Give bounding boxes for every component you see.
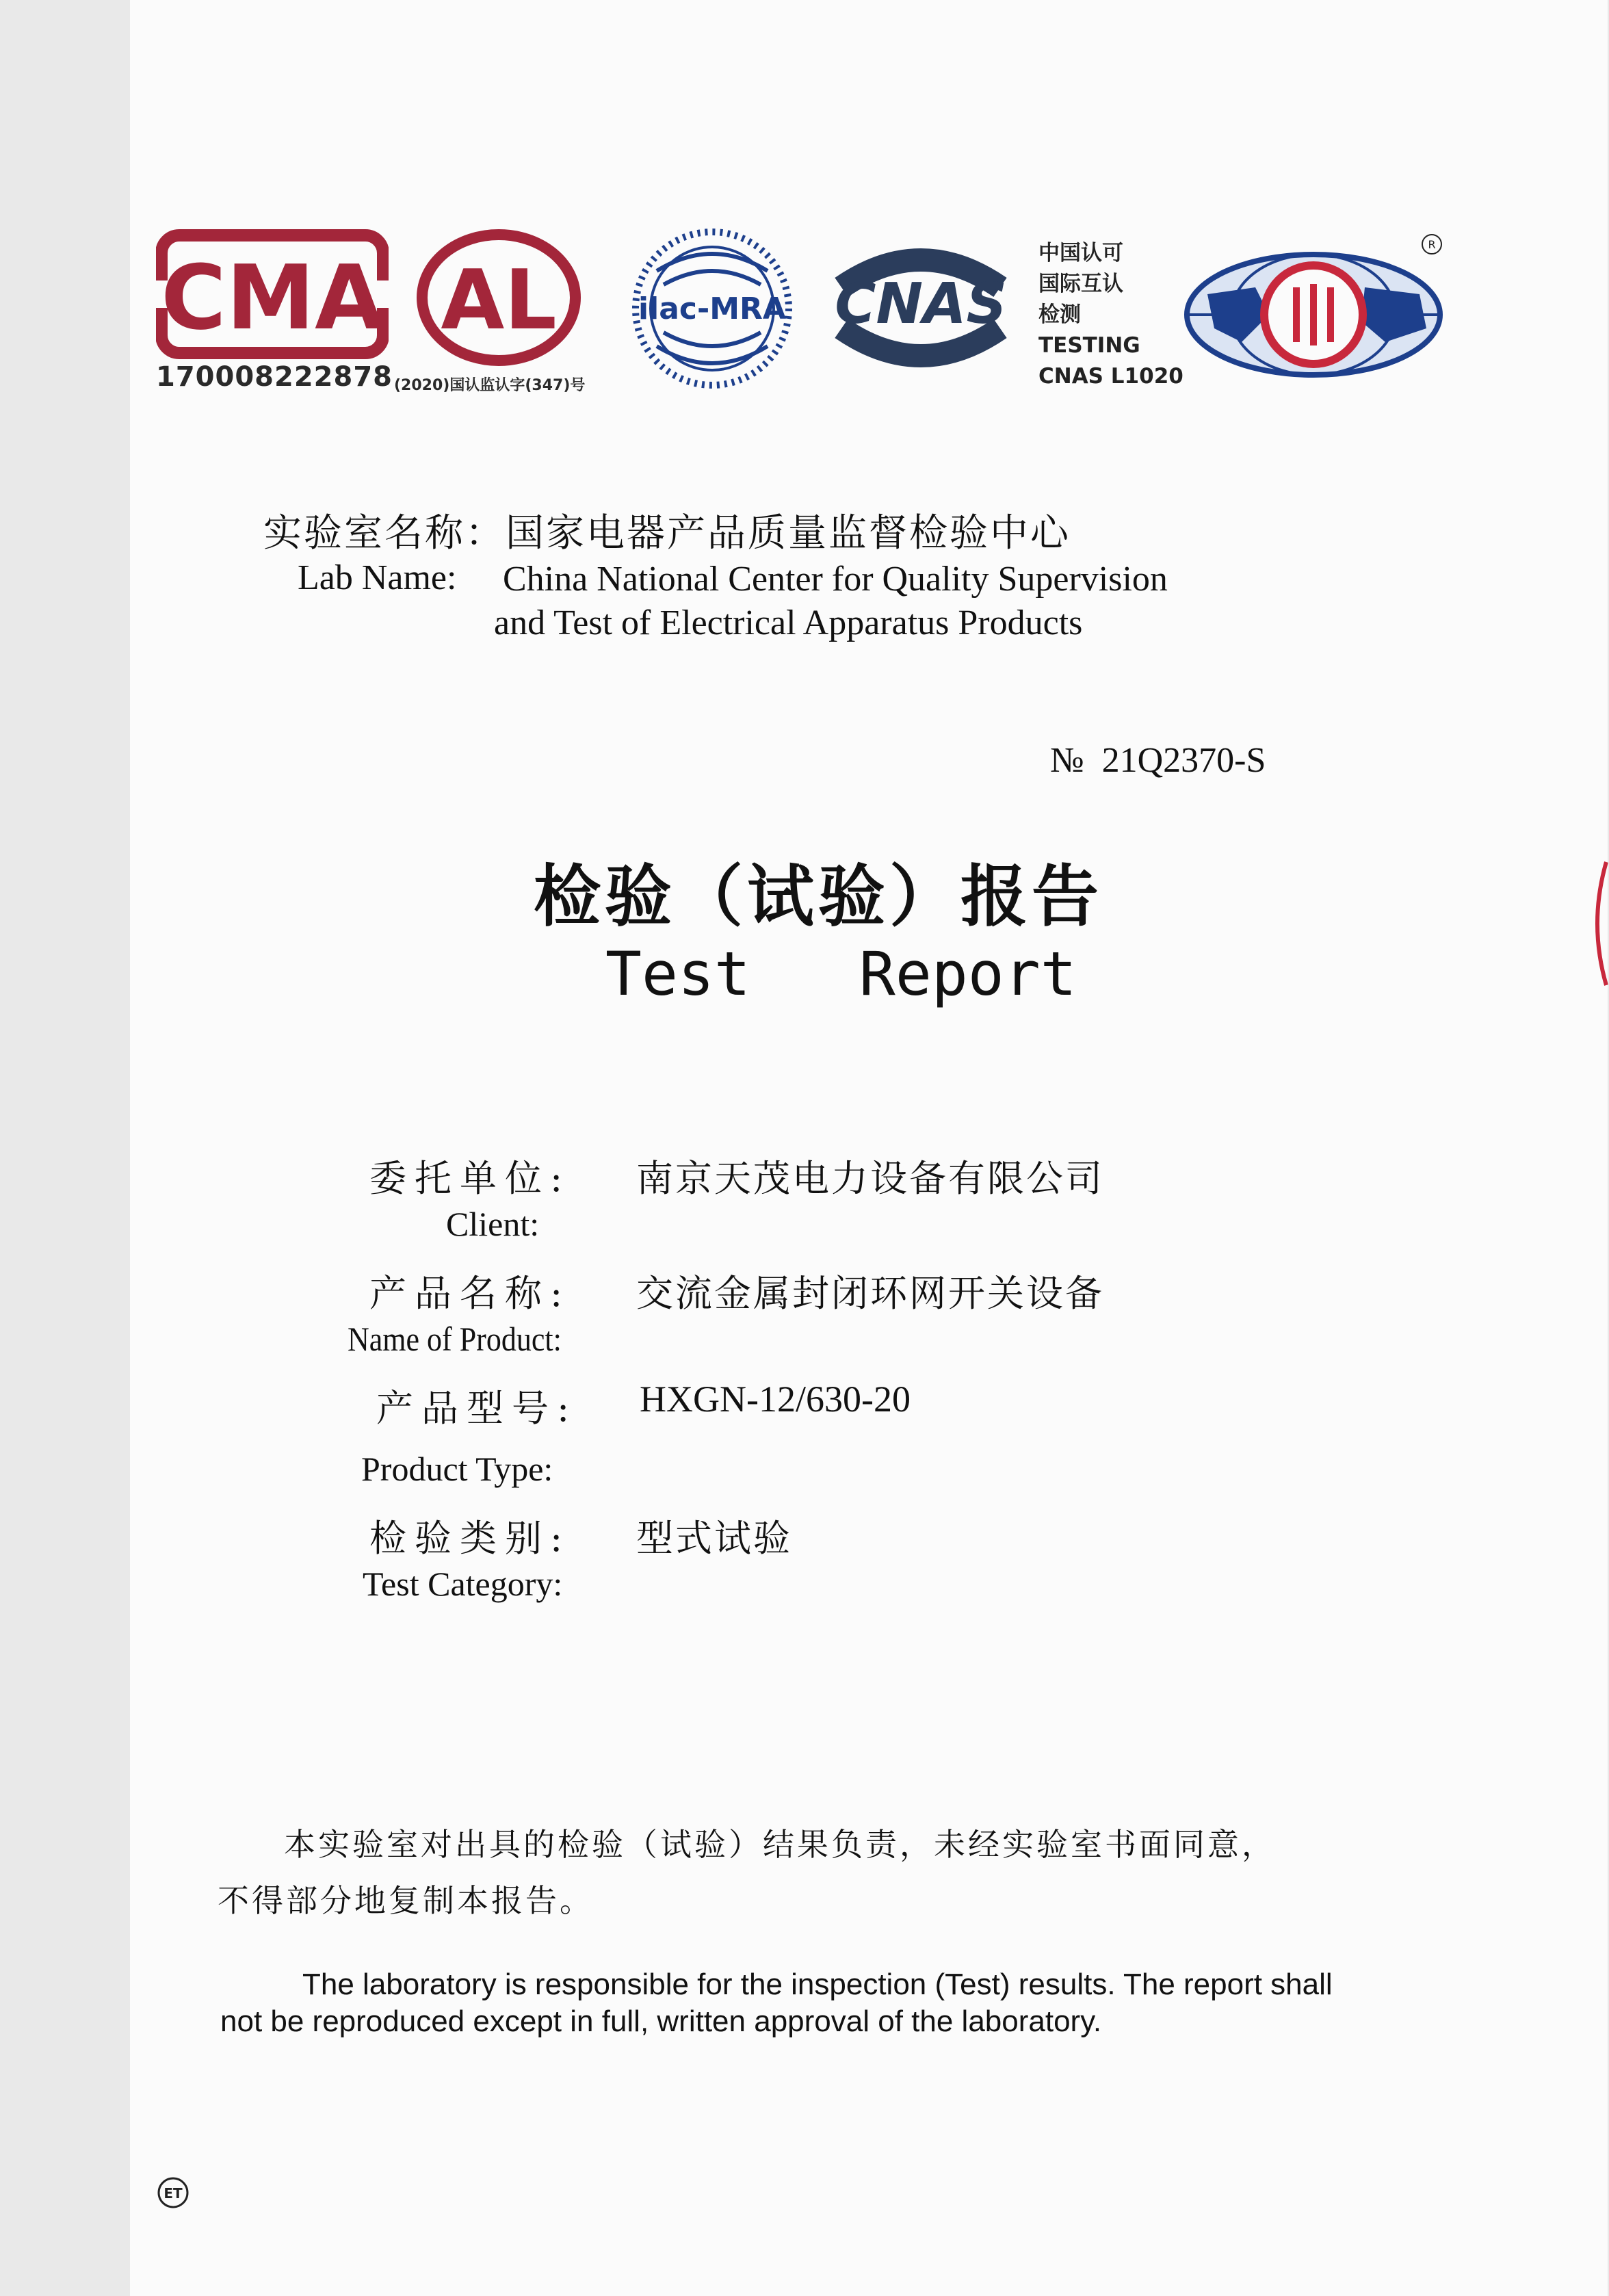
product-type-value: HXGN-12/630-20 — [640, 1379, 911, 1420]
report-number: № 21Q2370-S — [1050, 741, 1266, 780]
client-label-en: Client: — [446, 1205, 540, 1243]
report-title-cn: 检验（试验）报告 — [534, 858, 1103, 936]
ilac-mra-logo — [629, 223, 795, 394]
svg-text:AL: AL — [441, 253, 557, 348]
product-type-label-en: Product Type: — [361, 1450, 553, 1488]
product-name-label-cn: 产品名称: — [369, 1272, 571, 1315]
test-category-value: 型式试验 — [636, 1517, 792, 1560]
test-category-label-en: Test Category: — [363, 1565, 563, 1603]
cal-logo — [413, 226, 584, 369]
cnas-line: CNAS L1020 — [1038, 364, 1183, 389]
client-label-cn: 委托单位: — [369, 1157, 571, 1200]
lab-name-en — [494, 558, 1168, 645]
registered-mark-icon — [1420, 233, 1443, 256]
cma-logo — [156, 226, 389, 363]
ilac-logo-text: ilac-MRA — [638, 291, 786, 326]
seal-edge-mark — [1586, 855, 1609, 992]
et-mark-icon — [156, 2176, 190, 2210]
cnas-logo-text: CNAS — [835, 272, 1007, 337]
globe-logo — [1180, 246, 1447, 383]
disclaimer-en-line2: not be reproduced except in full, written approval of the laboratory. — [220, 2005, 1102, 2038]
svg-text:R: R — [1428, 238, 1436, 251]
test-category-label-cn: 检验类别: — [369, 1517, 571, 1560]
report-title-en: Test Report — [605, 939, 1077, 1009]
client-value: 南京天茂电力设备有限公司 — [636, 1157, 1104, 1200]
cal-number: (2020)国认监认字(347)号 — [394, 377, 586, 394]
cnas-line: TESTING — [1038, 333, 1140, 358]
disclaimer-cn-line1: 本实验室对出具的检验（试验）结果负责，未经实验室书面同意， — [284, 1826, 1276, 1863]
lab-name-en-line1: China National Center for Quality Supervision — [503, 560, 1168, 599]
product-name-label-en: Name of Product: — [348, 1320, 562, 1358]
footer-mark-text: ET — [163, 2185, 183, 2202]
cma-number: 170008222878 — [156, 361, 393, 393]
product-name-value: 交流金属封闭环网开关设备 — [636, 1272, 1104, 1315]
lab-name-en-line2: and Test of Electrical Apparatus Products — [494, 603, 1083, 642]
product-type-label-cn: 产品型号: — [376, 1387, 578, 1430]
disclaimer-en-line1: The laboratory is responsible for the inspection (Test) results. The report shall — [302, 1968, 1333, 2001]
cnas-accreditation-text — [1038, 238, 1183, 392]
cma-logo-text: CMA — [161, 246, 384, 350]
cnas-line: 国际互认 — [1038, 272, 1123, 296]
lab-name-cn: 实验室名称：国家电器产品质量监督检验中心 — [263, 511, 1071, 556]
disclaimer-cn-line2: 不得部分地复制本报告。 — [218, 1882, 594, 1919]
cnas-logo — [828, 239, 1014, 376]
cnas-line: 检测 — [1038, 302, 1081, 327]
cnas-line: 中国认可 — [1038, 241, 1123, 265]
lab-name-label-en: Lab Name: — [298, 558, 457, 597]
